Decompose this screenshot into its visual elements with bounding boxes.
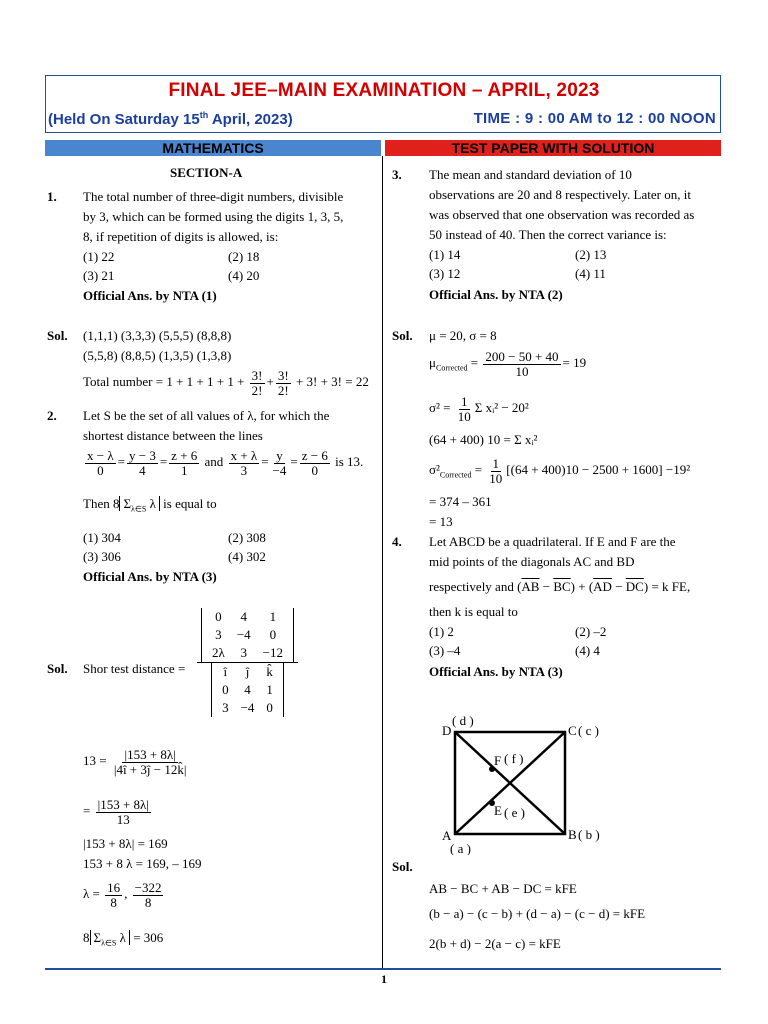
q4-line-4: then k is equal to (429, 604, 518, 619)
q3-number: 3. (392, 167, 402, 182)
q4-option-3: (3) –4 (429, 643, 461, 658)
q2-sol-text: Shor test distance = (83, 661, 186, 676)
column-divider (382, 156, 383, 968)
q2-det-denominator: î ĵ k̂ 0 4 1 3 −4 0 (222, 664, 273, 715)
subject-bar: MATHEMATICS (45, 140, 381, 156)
label-f: F (494, 753, 502, 768)
label-c: C (568, 723, 577, 738)
q3-sol-6: = 374 – 361 (429, 494, 492, 509)
q3-line-1: The mean and standard deviation of 10 (429, 167, 632, 182)
q3-answer: Official Ans. by NTA (2) (429, 287, 563, 302)
q4-sol-3: 2(b + d) − 2(a − c) = kFE (429, 936, 561, 951)
q4-option-4: (4) 4 (575, 643, 600, 658)
q2-line-2: shortest distance between the lines (83, 428, 263, 443)
q2-option-4: (4) 302 (228, 549, 266, 564)
q3-sol-7: = 13 (429, 514, 453, 529)
q4-sol-1: AB − BC + AB − DC = kFE (429, 881, 577, 896)
q4-line-3: respectively and $(\overline{AB} - \overline{BC}) + (\overline{AD} - \overline{DC}) = k$ FE, (429, 579, 691, 594)
q4-option-2: (2) –2 (575, 624, 607, 639)
paper-bar: TEST PAPER WITH SOLUTION (385, 140, 721, 156)
q3-sol-2: $\mu_{Corrected}$ = $\frac{200 - 50 + 40}{10}$ = 19 (429, 348, 587, 379)
q2-answer: Official Ans. by NTA (3) (83, 569, 217, 584)
label-c-vec: ( c ) (578, 723, 599, 738)
q2-option-2: (2) 308 (228, 530, 266, 545)
q4-sol-label: Sol. (392, 859, 413, 874)
q1-line-2: by 3, which can be formed using the digits 1, 3, 5, (83, 209, 344, 224)
q2-step-6: 8 $\Sigma_{\lambda\in S}$ λ = 306 (83, 930, 164, 948)
q4-sol-2: (b − a) − (c − b) + (d − a) − (c − d) = kFE (429, 906, 646, 921)
q1-option-3: (3) 21 (83, 268, 115, 283)
q1-line-3: 8, if repetition of digits is allowed, is: (83, 229, 279, 244)
label-a: A (442, 828, 452, 843)
q4-line-2: mid points of the diagonals AC and BD (429, 554, 635, 569)
q4-number: 4. (392, 534, 402, 549)
q3-sol-3: σ² = $\frac{1}{10}$ Σ xᵢ² − 20² (429, 393, 529, 424)
exam-time: TIME : 9 : 00 AM to 12 : 00 NOON (473, 110, 716, 127)
q2-number: 2. (47, 408, 57, 423)
q3-sol-5: $\sigma^2_{Corrected}$ = $\frac{1}{10}$ [(64 + 400)10 − 2500 + 1600] −19² (429, 455, 691, 486)
label-a-vec: ( a ) (450, 841, 471, 855)
q4-line-1: Let ABCD be a quadrilateral. If E and F are the (429, 534, 676, 549)
q2-step-1: 13 = $\frac{|153 + 8\lambda|}{|4î + 3ĵ - 12k̂|}$ (83, 746, 187, 777)
q2-option-3: (3) 306 (83, 549, 121, 564)
q3-sol-4: (64 + 400) 10 = Σ xᵢ² (429, 432, 538, 447)
q3-line-2: observations are 20 and 8 respectively. Later on, it (429, 187, 691, 202)
q4-answer: Official Ans. by NTA (3) (429, 664, 563, 679)
q1-sol-line-1: (1,1,1) (3,3,3) (5,5,5) (8,8,8) (83, 328, 232, 343)
q2-step-5: λ = $\frac{16}{8}$ , $\frac{-322}{8}$ (83, 879, 162, 910)
q2-distance-fraction (197, 608, 298, 717)
label-f-vec: ( f ) (504, 751, 524, 766)
q3-sol-1: μ = 20, σ = 8 (429, 328, 497, 343)
q3-option-4: (4) 11 (575, 266, 606, 281)
q1-option-1: (1) 22 (83, 249, 115, 264)
q2-step-4: 153 + 8 λ = 169, – 169 (83, 856, 202, 871)
q2-det-numerator: 0 4 1 3 −4 0 2λ 3 −12 (212, 609, 283, 660)
q3-option-3: (3) 12 (429, 266, 461, 281)
q1-number: 1. (47, 189, 57, 204)
footer-rule (45, 968, 721, 970)
label-d-vec: ( d ) (452, 713, 474, 728)
q2-line-1: Let S be the set of all values of λ, for which the (83, 408, 330, 423)
q2-sol-label: Sol. (47, 661, 68, 676)
q3-line-4: 50 instead of 40. Then the correct variance is: (429, 227, 667, 242)
q1-option-2: (2) 18 (228, 249, 260, 264)
q1-option-4: (4) 20 (228, 268, 260, 283)
quadrilateral-diagram (440, 705, 620, 855)
q3-sol-label: Sol. (392, 328, 413, 343)
q1-sol-line-2: (5,5,8) (8,8,5) (1,3,5) (1,3,8) (83, 348, 232, 363)
q3-option-2: (2) 13 (575, 247, 607, 262)
q1-answer: Official Ans. by NTA (1) (83, 288, 217, 303)
label-b: B (568, 827, 577, 842)
q3-option-1: (1) 14 (429, 247, 461, 262)
label-e: E (494, 803, 502, 818)
q3-line-3: was observed that one observation was recorded as (429, 207, 695, 222)
page-number: 1 (381, 972, 387, 986)
section-heading: SECTION-A (170, 165, 243, 180)
q2-step-2: = $\frac{|153 + 8\lambda|}{13}$ (83, 796, 149, 827)
q1-sol-label: Sol. (47, 328, 68, 343)
label-e-vec: ( e ) (504, 805, 525, 820)
q2-then: Then 8 $\Sigma_{\lambda\in S}$ λ is equal to (83, 496, 217, 514)
q2-option-1: (1) 304 (83, 530, 121, 545)
q1-total: Total number = 1 + 1 + 1 + 1 + $\frac{3!}{2!}$ + $\frac{3!}{2!}$ + 3! + 3! = 22 (83, 367, 369, 398)
q1-line-1: The total number of three-digit numbers, divisible (83, 189, 344, 204)
exam-title: FINAL JEE–MAIN EXAMINATION – APRIL, 2023 (168, 80, 600, 101)
q2-lines-equations: $\frac{x - \lambda}{0}$ = $\frac{y - 3}{4}$ = $\frac{z + 6}{1}$ and $\frac{x + \lambda}{3}$ = $\frac{y}{-4}$ = $\frac{z - 6}{0}$ is 13. (87, 447, 364, 478)
q4-option-1: (1) 2 (429, 624, 454, 639)
held-on-date: (Held On Saturday 15th April, 2023) (48, 110, 293, 128)
q2-step-3: |153 + 8λ| = 169 (83, 836, 168, 851)
label-d: D (442, 723, 452, 738)
label-b-vec: ( b ) (578, 827, 600, 842)
